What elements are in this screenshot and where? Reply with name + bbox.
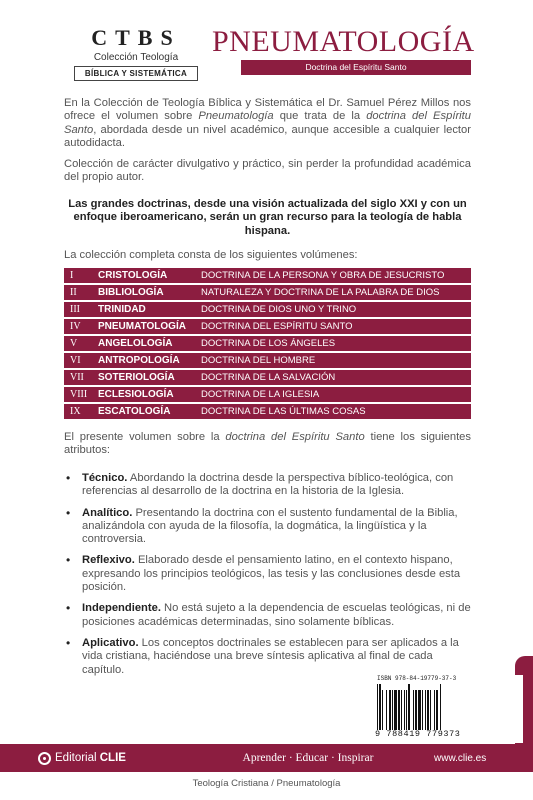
clie-logo-icon bbox=[38, 752, 51, 765]
volume-name: ECLESIOLOGÍA bbox=[98, 389, 174, 400]
attribute-text: Elaborado desde el pensamiento latino, en el contexto hispano, expresando los principios teológicos, las tesis y las conclusiones desde esta posición. bbox=[82, 554, 461, 594]
volume-name: ESCATOLOGÍA bbox=[98, 406, 171, 417]
series-letters: CTBS bbox=[91, 25, 181, 50]
volume-number: V bbox=[70, 338, 78, 349]
barcode-bar bbox=[441, 690, 442, 730]
book-subtitle: Doctrina del Espíritu Santo bbox=[241, 60, 471, 75]
volume-description: NATURALEZA Y DOCTRINA DE LA PALABRA DE DIOS bbox=[201, 287, 440, 298]
volume-description: DOCTRINA DE LA PERSONA Y OBRA DE JESUCRISTO bbox=[201, 270, 445, 281]
volume-name: TRINIDAD bbox=[98, 304, 146, 315]
series-logo bbox=[74, 25, 198, 81]
attribute-item bbox=[64, 507, 474, 547]
volume-number: IX bbox=[70, 406, 81, 417]
attribute-text: No está sujeto a la dependencia de escuelas teológicas, ni de posiciones académicas determinadas, sino solamente bíblicas. bbox=[82, 602, 471, 628]
barcode-digits: 9 788419 779373 bbox=[375, 729, 461, 739]
attribute-item bbox=[64, 554, 474, 594]
volume-description: DOCTRINA DE LA IGLESIA bbox=[201, 389, 320, 400]
volume-name: ANTROPOLOGÍA bbox=[98, 355, 180, 366]
attribute-item bbox=[64, 637, 474, 677]
publisher-website: www.clie.es bbox=[434, 752, 487, 764]
attribute-term: Técnico. bbox=[82, 472, 128, 484]
volume-name: SOTERIOLOGÍA bbox=[98, 372, 175, 383]
attribute-term: Independiente. bbox=[82, 602, 161, 615]
volume-name: PNEUMATOLOGÍA bbox=[98, 321, 186, 332]
highlight-paragraph: Las grandes doctrinas, desde una visión actualizada del siglo XXI y con un enfoque iberoamericano, serán un gran recurso para la teología de habla hispana. bbox=[68, 198, 467, 237]
volume-number: III bbox=[70, 304, 80, 315]
volume-description: DOCTRINA DE DIOS UNO Y TRINO bbox=[201, 304, 357, 315]
barcode-bars bbox=[377, 684, 523, 730]
volume-description: DOCTRINA DEL HOMBRE bbox=[201, 355, 316, 366]
volume-row bbox=[64, 336, 471, 351]
volume-number: II bbox=[70, 287, 77, 298]
volumes-intro: La colección completa consta de los siguientes volúmenes: bbox=[64, 249, 358, 261]
book-title: PNEUMATOLOGÍA bbox=[212, 25, 475, 58]
volume-description: DOCTRINA DE LOS ÁNGELES bbox=[201, 338, 336, 349]
attributes-list bbox=[64, 472, 474, 685]
volume-row bbox=[64, 353, 471, 368]
volume-number: IV bbox=[70, 321, 81, 332]
publisher-motto: Aprender · Educar · Inspirar bbox=[242, 752, 374, 764]
volume-number: VIII bbox=[70, 389, 88, 400]
volume-row bbox=[64, 319, 471, 334]
intro-paragraph: En la Colección de Teología Bíblica y Sistemática el Dr. Samuel Pérez Millos nos ofrece el volumen sobre Pneumatología que trata de la doctrina del Espíritu Santo, abordada desde un nivel académico, aunque accesible a cualquier lector autodidacta. bbox=[64, 97, 471, 149]
volume-name: CRISTOLOGÍA bbox=[98, 270, 168, 281]
volume-number: VII bbox=[70, 372, 84, 383]
attribute-term: Reflexivo. bbox=[82, 554, 135, 567]
volume-number: VI bbox=[70, 355, 81, 366]
attribute-term: Analítico. bbox=[82, 506, 133, 519]
publisher-name: Editorial CLIE bbox=[55, 752, 126, 764]
isbn-text: ISBN 978-84-19779-37-3 bbox=[377, 675, 457, 682]
series-box: BÍBLICA Y SISTEMÁTICA bbox=[74, 66, 198, 81]
attribute-item bbox=[64, 602, 474, 629]
volume-row bbox=[64, 387, 471, 402]
volume-number: I bbox=[70, 270, 74, 281]
volume-row bbox=[64, 285, 471, 300]
category-text: Teología Cristiana / Pneumatología bbox=[192, 778, 341, 789]
attribute-term: Aplicativo. bbox=[82, 636, 139, 649]
collection-paragraph: Colección de carácter divulgativo y práctico, sin perder la profundidad académica del propio autor. bbox=[64, 158, 471, 184]
volume-name: ANGELOLOGÍA bbox=[98, 338, 173, 349]
volume-row bbox=[64, 404, 471, 419]
volumes-table bbox=[64, 268, 471, 421]
volume-row bbox=[64, 268, 471, 283]
volume-row bbox=[64, 370, 471, 385]
attribute-item bbox=[64, 472, 474, 499]
attribute-text: Presentando la doctrina con el sustento fundamental de la Biblia, analizándola con ayuda de la filosofía, la dogmática, la lingüística y la controversia. bbox=[82, 506, 458, 546]
attributes-intro: El presente volumen sobre la doctrina del Espíritu Santo tiene los siguientes atributos: bbox=[64, 431, 471, 457]
attribute-text: Abordando la doctrina desde la perspectiva bíblico-teológica, con referencias al desarrollo de la doctrina en la historia de la Iglesia. bbox=[82, 472, 454, 498]
barcode bbox=[373, 675, 523, 743]
publisher-logo bbox=[38, 752, 208, 765]
series-name: Colección Teología bbox=[93, 52, 179, 63]
volume-name: BIBLIOLOGÍA bbox=[98, 287, 164, 298]
volume-row bbox=[64, 302, 471, 317]
volume-description: DOCTRINA DE LA SALVACIÓN bbox=[201, 372, 336, 383]
footer-bar bbox=[0, 744, 533, 772]
attribute-text: Los conceptos doctrinales se establecen para ser aplicados a la vida cristiana, haciéndose una breve síntesis aplicativa al final de cada capítulo. bbox=[82, 636, 459, 676]
volume-description: DOCTRINA DEL ESPÍRITU SANTO bbox=[201, 321, 353, 332]
volume-description: DOCTRINA DE LAS ÚLTIMAS COSAS bbox=[201, 406, 366, 417]
